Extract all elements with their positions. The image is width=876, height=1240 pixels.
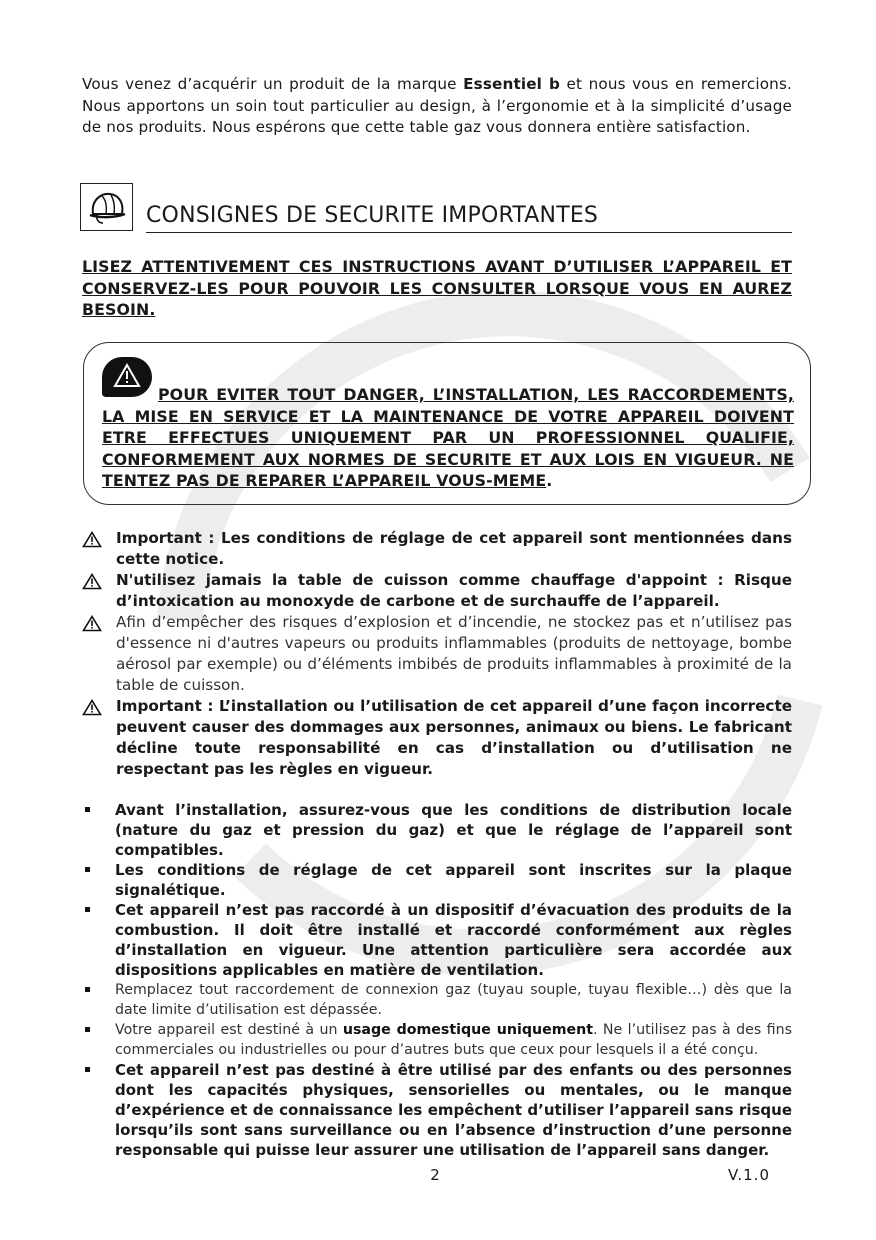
list-item-text: Cet appareil n’est pas raccordé à un dispositif d’évacuation des produits de la combustion. Il doit être installé et raccordé conformément aux règles d’installation en vigueur. Une attention particulière sera accordée aux dispositions applicables en matière de ventilation. bbox=[115, 901, 792, 979]
warning-item bbox=[82, 612, 792, 696]
professional-warning-text bbox=[102, 384, 794, 492]
bullet-list bbox=[82, 800, 792, 1160]
warning-item bbox=[82, 570, 792, 612]
list-item-text: Remplacez tout raccordement de connexion gaz (tuyau souple, tuyau flexible…) dès que la date limite d’utilisation est dépassée. bbox=[115, 982, 792, 1018]
list-item-text: Les conditions de réglage de cet appareil sont inscrites sur la plaque signalétique. bbox=[115, 861, 792, 899]
list-item-text-start: Votre appareil est destiné à un bbox=[115, 1022, 343, 1038]
warning-text: Important : Les conditions de réglage de cet appareil sont mentionnées dans cette notice. bbox=[116, 529, 792, 568]
warning-text: Afin d’empêcher des risques d’explosion et d’incendie, ne stockez pas et n’utilisez pas d'essence ni d'autres vapeurs ou produits inflammables (produits de nettoyage, bombe aérosol par exemple) ou d’éléments imbibés de produits inflammables à proximité de la table de cuisson. bbox=[116, 613, 792, 694]
list-item bbox=[82, 860, 792, 900]
list-item-text: Cet appareil n’est pas destiné à être utilisé par des enfants ou des personnes dont les capacités physiques, sensorielles ou mentales, ou le manque d’expérience et de connaissance les empêchent d’utiliser l’appareil sans risque lorsqu’ils sont sans surveillance ou en l’absence d’instruction d’une personne responsable qui puisse leur assurer une utilisation de l’appareil sans danger. bbox=[115, 1061, 792, 1159]
helmet-icon bbox=[87, 190, 127, 226]
warning-triangle-icon bbox=[82, 615, 102, 632]
bullet-marker bbox=[85, 807, 90, 812]
list-item-emphasis: usage domestique uniquement bbox=[342, 1022, 593, 1038]
intro-text-end: et nous vous en remercions. Nous apportons un soin tout particulier au design, à l’ergonomie et à la simplicité d’usage de nos produits. Nous espérons que cette table gaz vous donnera entière satisfaction. bbox=[82, 75, 792, 136]
section-title: CONSIGNES DE SECURITE IMPORTANTES bbox=[146, 200, 792, 233]
professional-warning-box bbox=[83, 342, 811, 505]
list-item bbox=[82, 1060, 792, 1160]
warning-triangle-icon bbox=[82, 573, 102, 590]
warning-item bbox=[82, 528, 792, 570]
professional-warning-main: POUR EVITER TOUT DANGER, L’INSTALLATION, LES RACCORDEMENTS, LA MISE EN SERVICE ET LA MAINTENANCE DE VOTRE APPAREIL DOIVENT ETRE EFFECTUES UNIQUEMENT PAR UN PROFESSIONNEL QUALIFIE, CONFORMEMENT AUX NORMES DE SECURITE ET AUX LOIS EN VIGUEUR. NE TENTEZ PAS DE REPARER L’APPAREIL VOUS-MEME bbox=[102, 385, 794, 490]
bullet-marker bbox=[85, 1067, 90, 1072]
safety-helmet-box bbox=[80, 183, 133, 231]
intro-text-start: Vous venez d’acquérir un produit de la marque bbox=[82, 75, 464, 93]
read-instructions-notice: LISEZ ATTENTIVEMENT CES INSTRUCTIONS AVANT D’UTILISER L’APPAREIL ET CONSERVEZ-LES POUR POUVOIR LES CONSULTER LORSQUE VOUS EN AUREZ BESOIN. bbox=[82, 257, 792, 319]
bullet-marker bbox=[85, 907, 90, 912]
intro-paragraph bbox=[82, 74, 792, 139]
list-item bbox=[82, 900, 792, 980]
warning-text: N'utilisez jamais la table de cuisson comme chauffage d'appoint : Risque d’intoxication au monoxyde de carbone et de surchauffe de l’appareil. bbox=[116, 571, 792, 610]
page-number: 2 bbox=[430, 1166, 440, 1184]
professional-warning-period: . bbox=[546, 471, 553, 490]
bullet-marker bbox=[85, 1027, 90, 1032]
warning-triangle-icon bbox=[82, 699, 102, 716]
warning-triangle-icon bbox=[82, 531, 102, 548]
bullet-marker bbox=[85, 867, 90, 872]
warning-text: Important : L’installation ou l’utilisation de cet appareil d’une façon incorrecte peuvent causer des dommages aux personnes, animaux ou biens. Le fabricant décline toute responsabilité en cas d’installation ou d’utilisation ne respectant pas les règles en vigueur. bbox=[116, 697, 792, 778]
list-item-text: Avant l’installation, assurez-vous que les conditions de distribution locale (nature du gaz et pression du gaz) et que le réglage de l’appareil sont compatibles. bbox=[115, 801, 792, 859]
list-item-text-end: . Ne l’utilisez pas à des fins commerciales ou industrielles ou pour d’autres buts que ceux pour lesquels il a été conçu. bbox=[115, 1022, 792, 1058]
brand-name: Essentiel b bbox=[463, 75, 561, 93]
bullet-marker bbox=[85, 987, 90, 992]
warning-item bbox=[82, 696, 792, 780]
warning-list bbox=[82, 528, 792, 780]
list-item bbox=[82, 800, 792, 860]
version-label: V.1.0 bbox=[728, 1166, 770, 1184]
list-item bbox=[82, 1020, 792, 1060]
list-item bbox=[82, 980, 792, 1020]
